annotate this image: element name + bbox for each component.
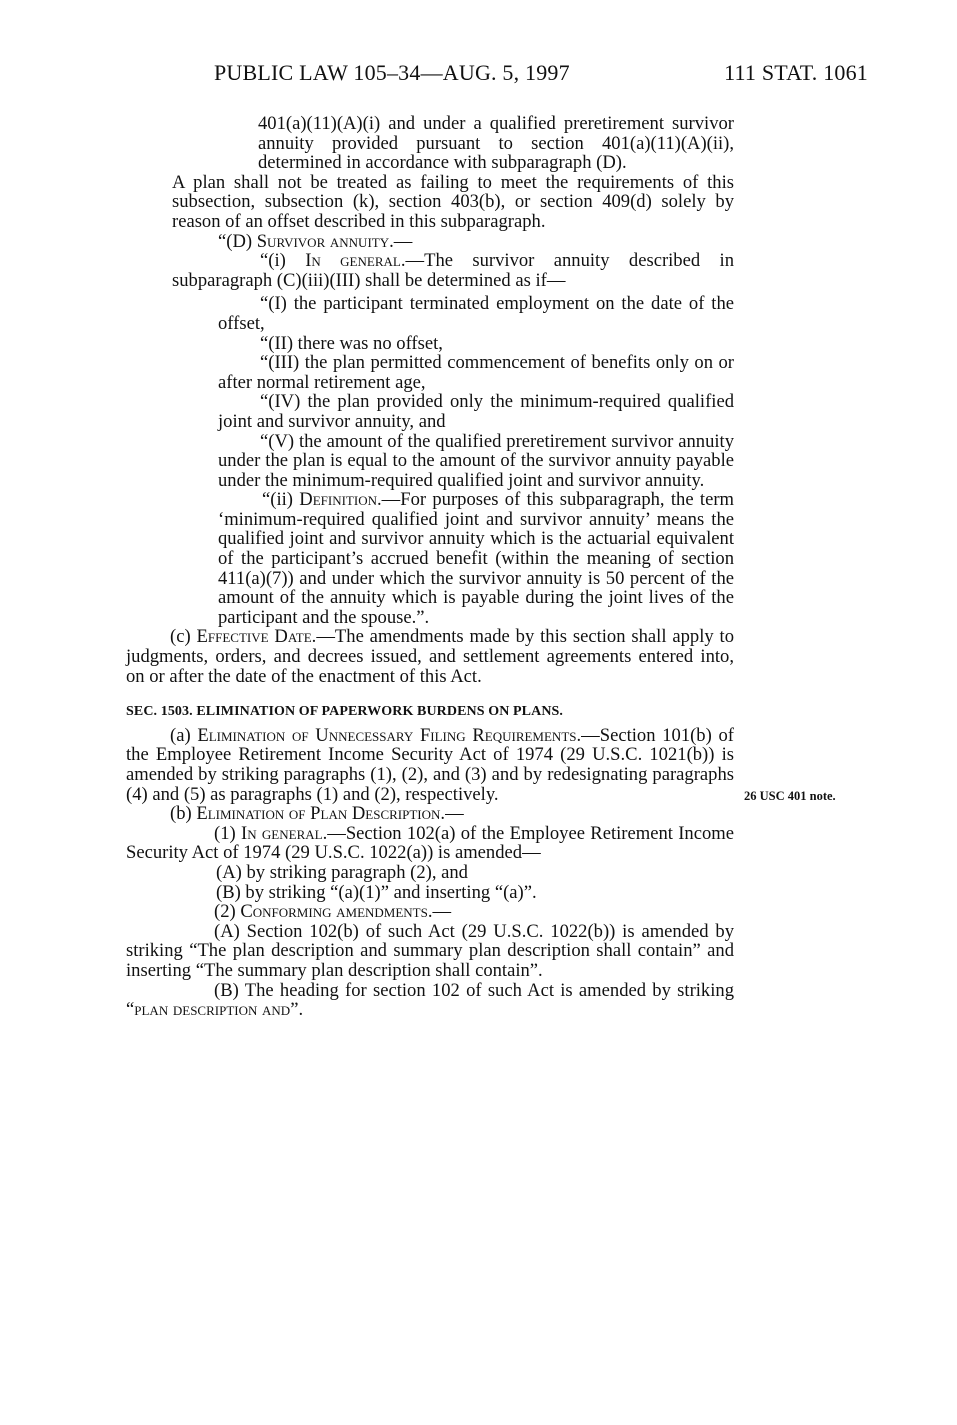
text-lead: (B) The heading for section 102 of such Act is amended by striking “ bbox=[126, 979, 734, 1021]
text-tail: .— bbox=[389, 230, 413, 252]
text-lead: (a) bbox=[170, 724, 198, 746]
text-tail: .— bbox=[440, 803, 464, 825]
paragraph-clause-ii: “(II) there was no offset, bbox=[260, 332, 443, 354]
text-small-caps: In general bbox=[241, 822, 323, 844]
header-public-law: PUBLIC LAW 105–34—AUG. 5, 1997 bbox=[214, 60, 570, 85]
paragraph-continuation: 401(a)(11)(A)(i) and under a qualified preretirement survivor annuity provided pursuant to section 401(a)(11)(A)(ii), determined in accordance with subparagraph (D). bbox=[258, 113, 734, 174]
paragraph-item-b: (B) by striking “(a)(1)” and inserting “(a)”. bbox=[216, 881, 537, 903]
text-lead: “(i) bbox=[260, 250, 306, 272]
paragraph-clause-v: “(V) the amount of the qualified preretirement survivor annuity under the plan is equal to the amount of the survivor annuity payable under the minimum-required qualified joint and survivor annuity. bbox=[218, 430, 734, 491]
text-tail: .— bbox=[427, 901, 452, 923]
paragraph-effective-date bbox=[126, 627, 734, 686]
section-heading: SEC. 1503. ELIMINATION OF PAPERWORK BURDENS ON PLANS. bbox=[126, 704, 564, 720]
text-tail: ”. bbox=[290, 999, 304, 1021]
text-small-caps: Definition bbox=[299, 489, 377, 511]
text-tail: .—Section 101(b) of the Employee Retirement Income Security Act of 1974 (29 U.S.C. 1021(b)) is amended by striking paragraphs (1), (2), and (3) and by redesignating paragraphs (4) and (5) as paragraphs (1) and (2), respectively. bbox=[126, 724, 734, 805]
text-tail: .—For purposes of this subparagraph, the term ‘minimum-required qualified joint and survivor annuity’ means the qualified joint and survivor annuity which is the actuarial equivalent of the participant’s accrued benefit (within the meaning of section 411(a)(7)) and under which the survivor annuity is 50 percent of the amount of the annuity which is payable during the joint lives of the participant and the spouse.”. bbox=[218, 489, 734, 628]
text-lead: “(D) bbox=[218, 230, 257, 252]
paragraph-plan-description bbox=[126, 804, 734, 824]
paragraph-clause-i: “(I) the participant terminated employment on the date of the offset, bbox=[218, 293, 734, 334]
paragraph-definition bbox=[218, 490, 734, 627]
paragraph-in-general bbox=[172, 251, 734, 290]
text-small-caps: Conforming amendments bbox=[240, 901, 428, 923]
text-tail: .—The amendments made by this section shall apply to judgments, orders, and decrees issued, and settlement agreements entered into, on or after the date of the enactment of this Act. bbox=[126, 626, 734, 687]
paragraph-filing-requirements bbox=[126, 726, 734, 804]
text-small-caps: Survivor annuity bbox=[256, 230, 390, 252]
paragraph-survivor-annuity-heading bbox=[172, 232, 734, 252]
body-text bbox=[126, 113, 735, 1021]
header-stat-page: 111 STAT. 1061 bbox=[724, 60, 868, 85]
text-small-caps: Elimination of Plan Description bbox=[196, 803, 441, 825]
paragraph-clause-iii: “(III) the plan permitted commencement of benefits only on or after normal retirement age, bbox=[218, 352, 734, 393]
text-lead: “(ii) bbox=[262, 489, 300, 511]
text-lead: (c) bbox=[170, 626, 197, 648]
text-small-caps: Effective Date bbox=[196, 626, 312, 648]
paragraph-clause-iv: “(IV) the plan provided only the minimum-required qualified joint and survivor annuity, and bbox=[218, 391, 734, 432]
text-lead: (2) bbox=[214, 901, 241, 923]
text-tail: .—Section 102(a) of the Employee Retirement Income Security Act of 1974 (29 U.S.C. 1022(a)) is amended— bbox=[126, 822, 734, 864]
text-lead: (b) bbox=[170, 803, 197, 825]
paragraph-section-102b: (A) Section 102(b) of such Act (29 U.S.C. 1022(b)) is amended by striking “The plan description and summary plan description shall contain” and inserting “The summary plan description shall contain”. bbox=[126, 920, 734, 981]
text-tail: .—The survivor annuity described in subparagraph (C)(iii)(III) shall be determined as if— bbox=[172, 250, 735, 291]
paragraph-heading-102 bbox=[126, 981, 734, 1020]
text-small-caps: Elimination of Unnecessary Filing Requirements bbox=[197, 724, 577, 746]
text-small-caps: In general bbox=[305, 250, 401, 272]
paragraph-offset-rule: A plan shall not be treated as failing to meet the requirements of this subsection, subsection (k), section 403(b), or section 409(d) solely by reason of an offset described in this subparagraph. bbox=[172, 171, 734, 232]
paragraph-in-general-2 bbox=[126, 824, 734, 863]
text-small-caps: plan description and bbox=[134, 999, 291, 1021]
running-header bbox=[214, 60, 868, 94]
text-lead: (1) bbox=[214, 822, 242, 844]
paragraph-conforming bbox=[126, 902, 734, 922]
margin-citation: 26 USC 401 note. bbox=[744, 789, 836, 803]
paragraph-item-a: (A) by striking paragraph (2), and bbox=[216, 861, 468, 883]
